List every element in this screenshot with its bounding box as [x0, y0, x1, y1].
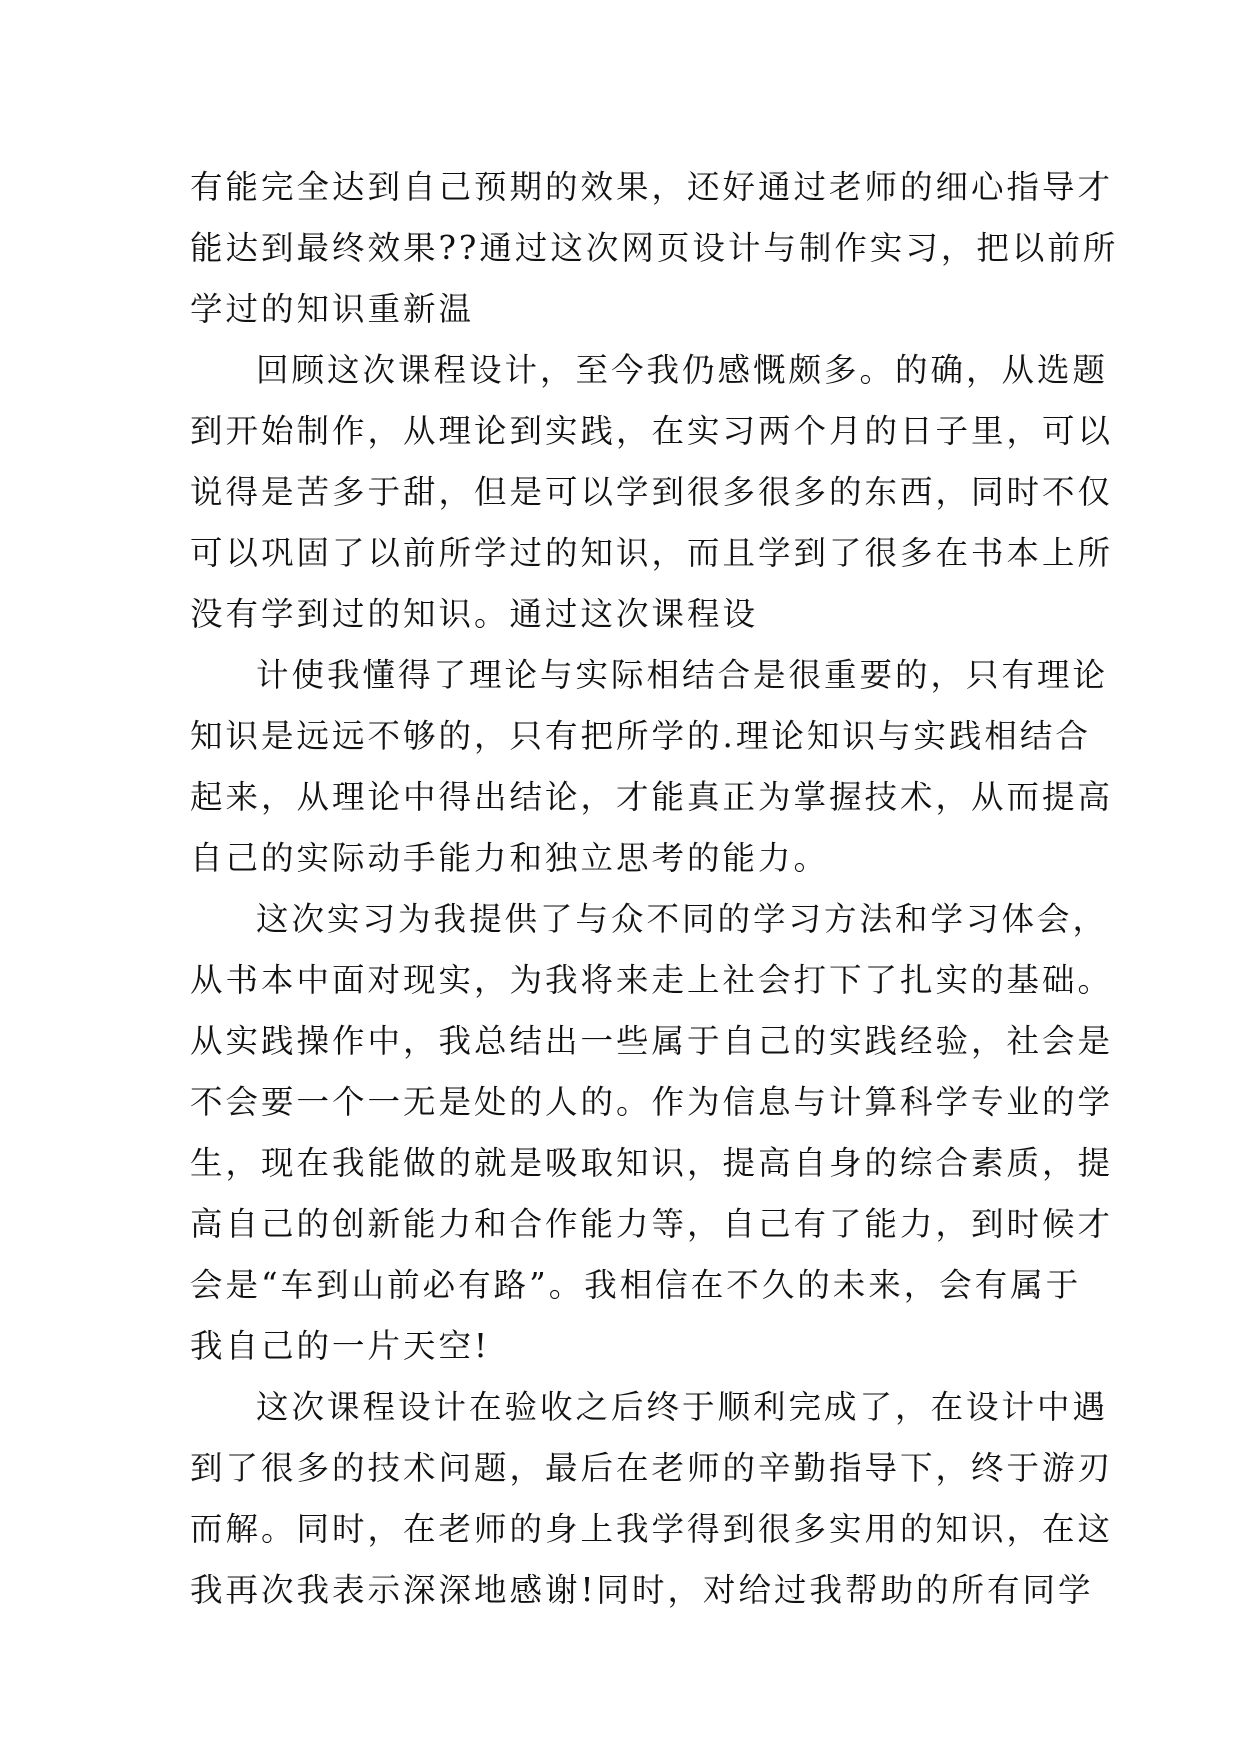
text-line: 可以巩固了以前所学过的知识，而且学到了很多在书本上所	[190, 534, 1114, 572]
text-line: 从实践操作中，我总结出一些属于自己的实践经验，社会是	[190, 1022, 1114, 1060]
text-line: 我自己的一片天空!	[190, 1327, 491, 1365]
text-line: 有能完全达到自己预期的效果，还好通过老师的细心指导才	[190, 168, 1114, 206]
text-line: 没有学到过的知识。通过这次课程设	[190, 595, 759, 633]
paragraph-first-line: 这次课程设计在验收之后终于顺利完成了，在设计中遇	[256, 1388, 1109, 1426]
text-line: 到开始制作，从理论到实践，在实习两个月的日子里，可以	[190, 412, 1114, 450]
paragraph-first-line: 计使我懂得了理论与实际相结合是很重要的，只有理论	[256, 656, 1109, 694]
text-line: 起来，从理论中得出结论，才能真正为掌握技术，从而提高	[190, 778, 1114, 816]
document-body	[190, 157, 1119, 1621]
text-line: 到了很多的技术问题，最后在老师的辛勤指导下，终于游刃	[190, 1449, 1114, 1487]
text-line: 说得是苦多于甜，但是可以学到很多很多的东西，同时不仅	[190, 473, 1114, 511]
text-line: 自己的实际动手能力和独立思考的能力。	[190, 839, 830, 877]
text-line: 不会要一个一无是处的人的。作为信息与计算科学专业的学	[190, 1083, 1114, 1121]
text-line: 能达到最终效果??通过这次网页设计与制作实习，把以前所	[190, 229, 1119, 267]
text-line: 而解。同时，在老师的身上我学得到很多实用的知识，在这	[190, 1510, 1114, 1548]
text-line: 从书本中面对现实，为我将来走上社会打下了扎实的基础。	[190, 961, 1114, 999]
text-line: 学过的知识重新温	[190, 290, 475, 328]
paragraph-first-line: 这次实习为我提供了与众不同的学习方法和学习体会，	[256, 900, 1109, 938]
text-line: 我再次我表示深深地感谢!同时，对给过我帮助的所有同学	[190, 1571, 1094, 1609]
paragraph-first-line: 回顾这次课程设计，至今我仍感慨颇多。的确，从选题	[256, 351, 1109, 389]
text-line: 高自己的创新能力和合作能力等，自己有了能力，到时候才	[190, 1205, 1114, 1243]
text-line: 生，现在我能做的就是吸取知识，提高自身的综合素质，提	[190, 1144, 1114, 1182]
text-line: 知识是远远不够的，只有把所学的.理论知识与实践相结合	[190, 717, 1091, 755]
text-line: 会是“车到山前必有路”。我相信在不久的未来，会有属于	[190, 1266, 1082, 1304]
